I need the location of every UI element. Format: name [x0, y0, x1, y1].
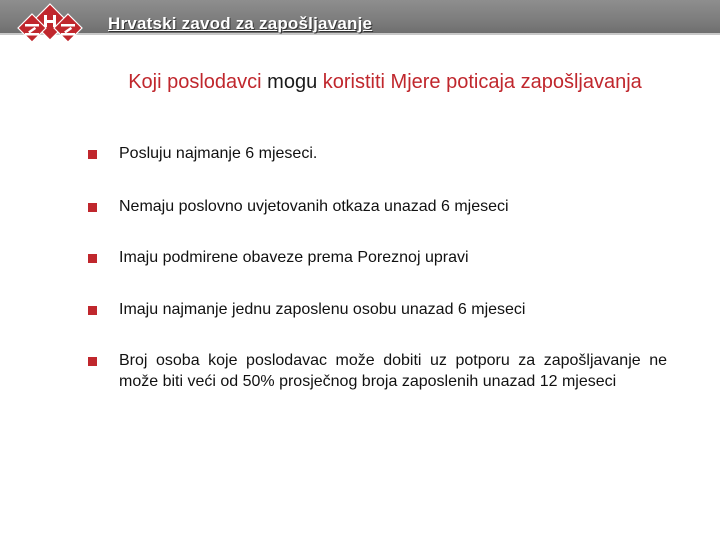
bullet-text: Broj osoba koje poslodavac može dobiti uz potporu za zapošljavanje ne može biti veći od 50% prosječnog broja zaposlenih unazad 12 mjeseci: [119, 352, 667, 390]
square-bullet-icon: [88, 306, 97, 315]
title-part-1: Koji poslodavci: [128, 71, 268, 93]
square-bullet-icon: [88, 357, 97, 366]
hzz-logo-icon: [14, 2, 86, 48]
bullet-item: [88, 299, 525, 320]
title-part-2: mogu: [267, 71, 318, 93]
bullet-item: [88, 247, 469, 268]
title-part-3: koristiti Mjere poticaja zapošljavanja: [317, 71, 642, 93]
square-bullet-icon: [88, 254, 97, 263]
bullet-text: Nemaju poslovno uvjetovanih otkaza unazad 6 mjeseci: [119, 198, 509, 215]
bullet-text: Posluju najmanje 6 mjeseci.: [119, 145, 318, 162]
slide-title: [110, 68, 660, 97]
square-bullet-icon: [88, 203, 97, 212]
bullet-text: Imaju podmirene obaveze prema Poreznoj upravi: [119, 249, 469, 266]
bullet-item: [88, 350, 667, 392]
bullet-item: [88, 143, 317, 164]
bullet-text: Imaju najmanje jednu zaposlenu osobu unazad 6 mjeseci: [119, 301, 526, 318]
square-bullet-icon: [88, 150, 97, 159]
bullet-item: [88, 196, 509, 217]
organization-name: Hrvatski zavod za zapošljavanje: [108, 14, 373, 33]
